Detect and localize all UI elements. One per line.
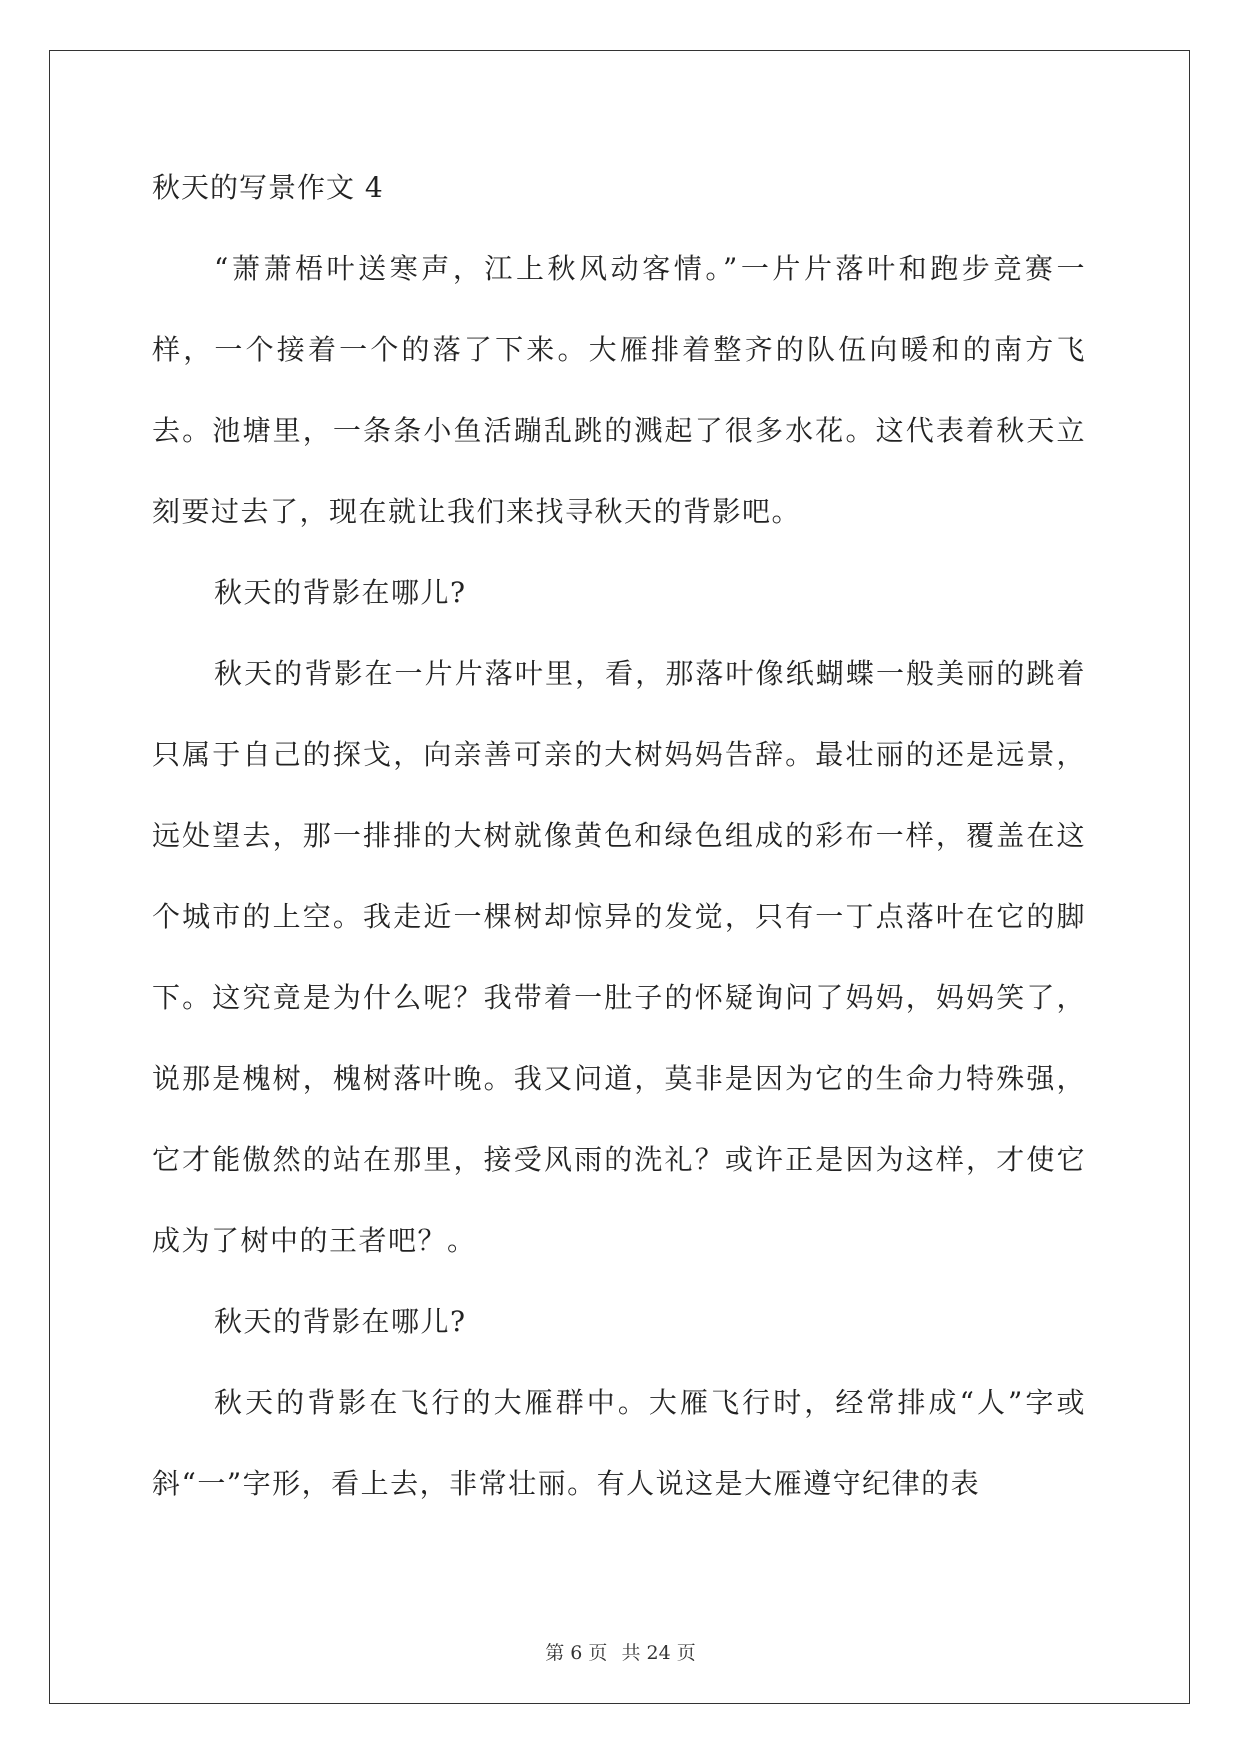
paragraph-2: 秋天的背影在哪儿? (214, 576, 467, 609)
document-title: 秋天的写景作文 4 (152, 171, 384, 204)
paragraph-3: 秋天的背影在一片片落叶里，看，那落叶像纸蝴蝶一般美丽的跳着只属于自己的探戈，向亲善可亲的大树妈妈告辞。最壮丽的还是远景，远处望去，那一排排的大树就像黄色和绿色组成的彩布一样，覆盖在这个城市的上空。我走近一棵树却惊异的发觉，只有一丁点落叶在它的脚下。这究竟是为什么呢？我带着一肚子的怀疑询问了妈妈，妈妈笑了，说那是槐树，槐树落叶晚。我又问道，莫非是因为它的生命力特殊强，它才能傲然的站在那里，接受风雨的洗礼？或许正是因为这样，才使它成为了树中的王者吧？。 (152, 657, 1086, 1257)
paragraph-5: 秋天的背影在飞行的大雁群中。大雁飞行时，经常排成“人”字或斜“一”字形，看上去，非常壮丽。有人说这是大雁遵守纪律的表 (152, 1386, 1086, 1500)
page-footer (0, 1638, 1241, 1665)
paragraph-1: “萧萧梧叶送寒声，江上秋风动客情。”一片片落叶和跑步竞赛一样，一个接着一个的落了下来。大雁排着整齐的队伍向暖和的南方飞去。池塘里，一条条小鱼活蹦乱跳的溅起了很多水花。这代表着秋天立刻要过去了，现在就让我们来找寻秋天的背影吧。 (152, 252, 1086, 528)
page-number-total: 共 24 页 (621, 1642, 696, 1664)
page-number-current: 第 6 页 (545, 1642, 608, 1664)
paragraph-4: 秋天的背影在哪儿? (214, 1305, 467, 1338)
document-body (152, 168, 1086, 1524)
